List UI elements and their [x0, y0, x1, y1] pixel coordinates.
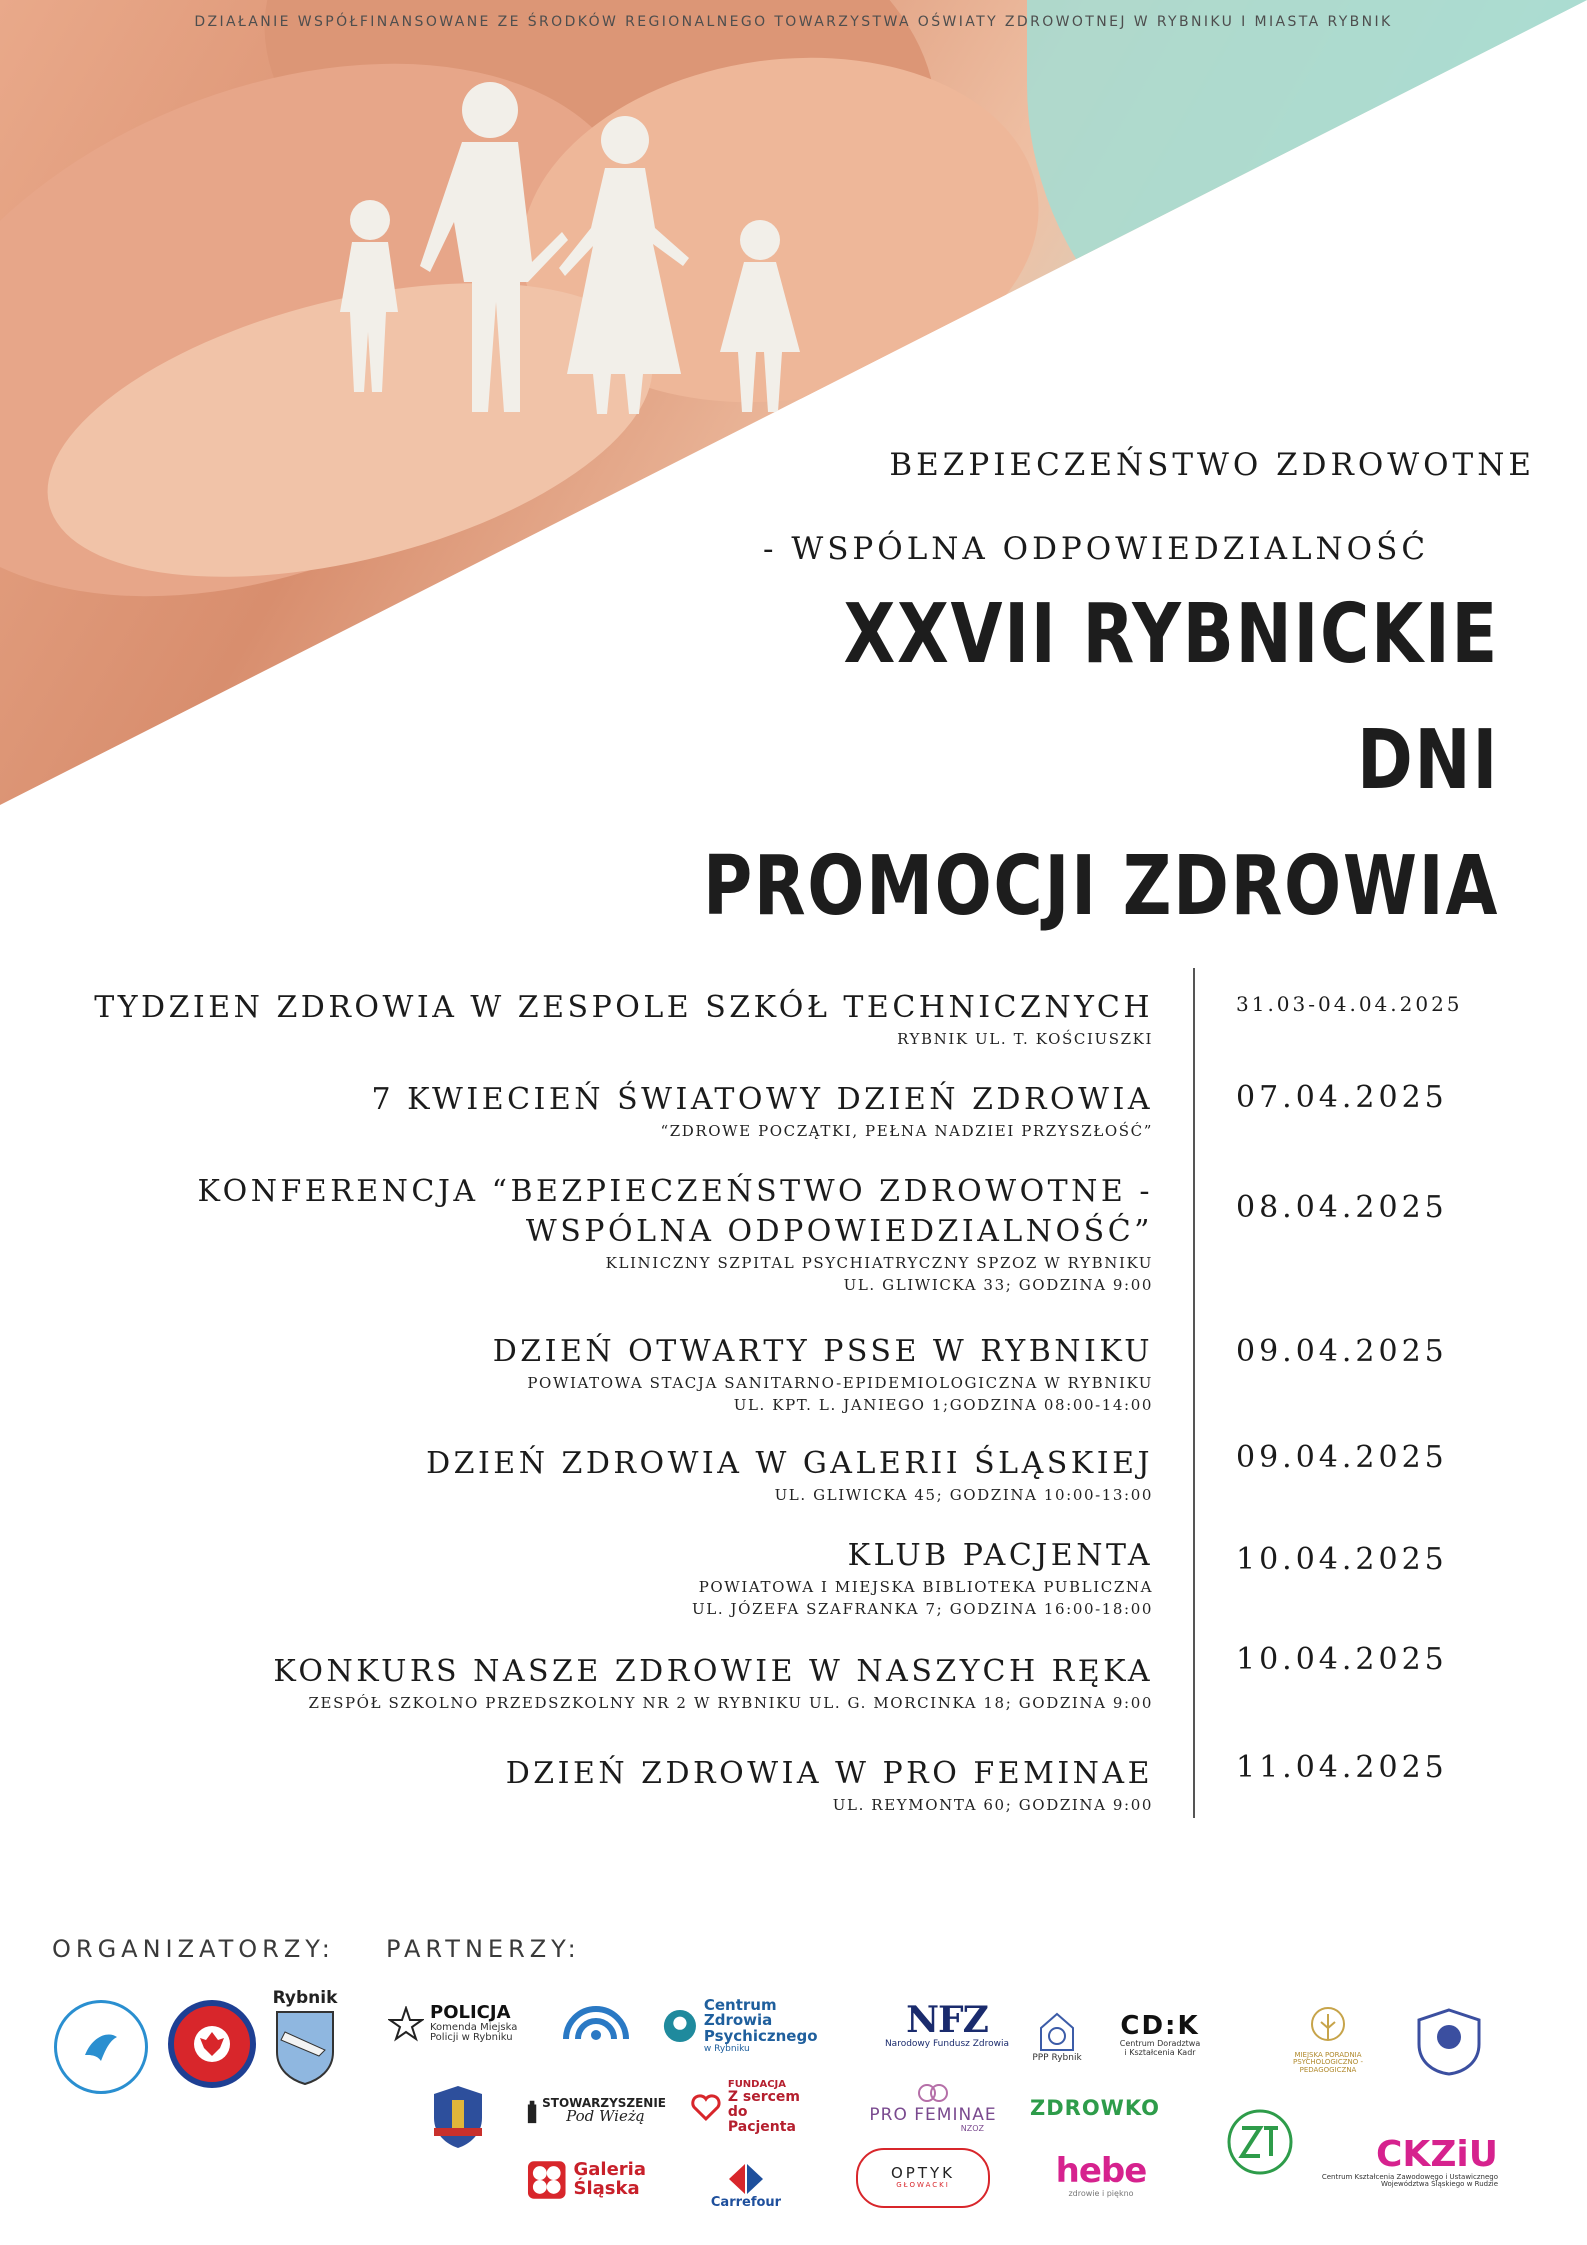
poradnia-text-1: MIEJSKA PORADNIA	[1294, 2050, 1362, 2059]
ppp-text: PPP Rybnik	[1032, 2053, 1082, 2064]
spiral-icon	[1035, 2010, 1079, 2054]
hebe-sub: zdrowie i piękno	[1068, 2188, 1134, 2198]
stowarzyszenie-logo	[526, 2082, 666, 2140]
shield-icon	[1415, 2007, 1483, 2077]
paper-family-figures	[330, 70, 850, 430]
poradnia-text-2: PSYCHOLOGICZNO - PEDAGOGICZNA	[1292, 2058, 1364, 2074]
event-title: KONFERENCJA “BEZPIECZEŃSTWO ZDROWOTNE -	[197, 1174, 1153, 1209]
event-date: 09.04.2025	[1236, 1440, 1448, 1475]
teal-background	[1027, 0, 1587, 420]
fundacja-logo	[690, 2078, 820, 2136]
policja-text: POLICJA	[430, 2002, 511, 2024]
eagle-icon	[192, 2024, 232, 2064]
head-icon	[662, 2007, 698, 2045]
event-date: 31.03-04.04.2025	[1236, 992, 1463, 1016]
heart-icon	[690, 2091, 722, 2123]
event-title: KONKURS NASZE ZDROWIE W NASZYCH RĘKA	[273, 1654, 1153, 1689]
nfz-text: NFZ	[906, 1999, 988, 2042]
policja-sub-1: Komenda Miejska	[430, 2021, 518, 2033]
fire-brigade-logo	[430, 2084, 486, 2150]
page-title	[679, 572, 1499, 950]
rtoz-logo	[54, 2000, 148, 2094]
hebe-logo	[1046, 2146, 1156, 2206]
event-detail: RYBNIK UL. T. KOŚCIUSZKI	[897, 1030, 1153, 1048]
ckzu-sub-1: Centrum Kształcenia Zawodowego i Ustawicznego	[1321, 2172, 1498, 2181]
event-item	[53, 1332, 1153, 1416]
czp-text-3: w Rybniku	[703, 2043, 750, 2054]
rainbow-logo	[560, 1998, 632, 2050]
event-detail: UL. JÓZEFA SZAFRANKA 7; GODZINA 16:00-18:00	[692, 1600, 1153, 1618]
rybnik-coat-of-arms-icon	[273, 2008, 337, 2086]
event-date: 09.04.2025	[1236, 1334, 1448, 1369]
event-detail: KLINICZNY SZPITAL PSYCHIATRYCZNY SPZOZ W RYBNIKU	[605, 1254, 1153, 1272]
event-detail: UL. REYMONTA 60; GODZINA 9:00	[832, 1796, 1153, 1814]
divider-line	[1193, 968, 1195, 1818]
police-star-icon	[388, 2006, 424, 2042]
funding-note: DZIAŁANIE WSPÓŁFINANSOWANE ZE ŚRODKÓW REGIONALNEGO TOWARZYSTWA OŚWIATY ZDROWOTNEJ W RYBNIKU I MIASTA RYBNIK	[194, 14, 1393, 30]
event-date: 07.04.2025	[1236, 1080, 1448, 1115]
nfz-sub: Narodowy Fundusz Zdrowia	[884, 2039, 1010, 2050]
event-detail: “ZDROWE POCZĄTKI, PEŁNA NADZIEI PRZYSZŁOŚĆ”	[660, 1122, 1153, 1140]
fund-text-3: do Pacjenta	[727, 2103, 796, 2135]
poradnia-logo	[1278, 1998, 1378, 2080]
cdik-text: CD:K	[1120, 2010, 1200, 2041]
crest-icon	[430, 2084, 486, 2150]
tower-icon	[526, 2085, 538, 2137]
policja-sub-2: Policji w Rybniku	[430, 2032, 513, 2044]
nfz-logo	[882, 1996, 1012, 2056]
carrefour-text: Carrefour	[710, 2195, 782, 2211]
zst-logo	[1226, 2108, 1294, 2176]
profem-text-2: NZOZ	[960, 2123, 984, 2133]
event-detail: UL. GLIWICKA 33; GODZINA 9:00	[843, 1276, 1153, 1294]
czp-text-1: Centrum Zdrowia	[703, 1995, 777, 2030]
optyk-text-2: GŁOWACKI	[896, 2181, 950, 2190]
cdik-sub-2: i Kształcenia Kadr	[1124, 2047, 1196, 2057]
stow-text-1: STOWARZYSZENIE	[542, 2095, 666, 2110]
event-date: 11.04.2025	[1236, 1750, 1448, 1785]
pro-feminae-logo	[868, 2068, 998, 2144]
event-title: 7 KWIECIEŃ ŚWIATOWY DZIEŃ ZDROWIA	[371, 1082, 1153, 1117]
subtitle-line-2: - WSPÓLNA ODPOWIEDZIALNOŚĆ	[763, 531, 1430, 567]
optyk-text-1: OPTYK	[890, 2164, 955, 2183]
event-item	[53, 1172, 1153, 1296]
tree-icon	[1303, 2004, 1353, 2052]
rybnik-logo	[270, 1983, 340, 2093]
fund-text-2: Z sercem	[727, 2089, 800, 2106]
galeria-slaska-logo	[526, 2154, 646, 2206]
event-detail: POWIATOWA STACJA SANITARNO-EPIDEMIOLOGICZNA W RYBNIKU	[527, 1374, 1153, 1392]
inspekcja-sanitarna-logo	[168, 2000, 256, 2088]
arc-icon	[561, 1999, 631, 2049]
organizers-label: ORGANIZATORZY:	[52, 1935, 335, 1963]
event-item	[53, 1536, 1153, 1620]
event-detail: UL. GLIWICKA 45; GODZINA 10:00-13:00	[774, 1486, 1153, 1504]
galeria-text-2: Śląska	[573, 2178, 640, 2199]
event-title: DZIEŃ ZDROWIA W GALERII ŚLĄSKIEJ	[426, 1446, 1153, 1481]
fund-text-1: FUNDACJA	[727, 2078, 787, 2090]
bird-icon	[79, 2025, 123, 2069]
carrefour-logo	[708, 2156, 784, 2216]
event-title-cont: WSPÓLNA ODPOWIEDZIALNOŚĆ”	[525, 1214, 1153, 1249]
czp-text-2: Psychicznego	[703, 2027, 818, 2046]
title-line-1: XXVII RYBNICKIE DNI	[843, 587, 1499, 808]
stow-text-2: Pod Wieżą	[566, 2107, 645, 2126]
event-item	[53, 1444, 1153, 1506]
profem-text-1: PRO FEMINAE	[869, 2104, 997, 2125]
galeria-mark-icon	[526, 2159, 568, 2201]
zdrowko-text: ZDROWKO	[1029, 2095, 1161, 2120]
ppp-logo	[1026, 2004, 1088, 2070]
event-schedule	[0, 968, 1587, 1818]
event-date: 10.04.2025	[1236, 1542, 1448, 1577]
rybnik-logo-text: Rybnik	[272, 1988, 338, 2009]
zdrowko-logo	[1020, 2086, 1170, 2130]
cdik-sub-1: Centrum Doradztwa	[1119, 2039, 1201, 2049]
galeria-text-1: Galeria	[573, 2159, 646, 2181]
title-line-2: PROMOCJI ZDROWIA	[702, 839, 1499, 934]
school-shield-logo	[1414, 2006, 1484, 2078]
event-item	[53, 1652, 1153, 1714]
event-detail: UL. KPT. L. JANIEGO 1;GODZINA 08:00-14:00	[733, 1396, 1153, 1414]
event-detail: POWIATOWA I MIEJSKA BIBLIOTEKA PUBLICZNA	[698, 1578, 1153, 1596]
hebe-text: hebe	[1055, 2150, 1147, 2191]
event-title: DZIEŃ OTWARTY PSSE W RYBNIKU	[492, 1334, 1153, 1369]
event-title: TYDZIEN ZDROWIA W ZESPOLE SZKÓŁ TECHNICZNYCH	[94, 990, 1153, 1025]
ckzu-logo	[1318, 2126, 1498, 2198]
ckzu-text: CKZiU	[1376, 2133, 1498, 2175]
event-item	[53, 1080, 1153, 1142]
policja-logo	[388, 1994, 538, 2054]
event-title: KLUB PACJENTA	[847, 1538, 1153, 1573]
event-title: DZIEŃ ZDROWIA W PRO FEMINAE	[505, 1756, 1153, 1791]
event-item	[53, 988, 1153, 1050]
event-date: 10.04.2025	[1236, 1642, 1448, 1677]
zst-badge-icon	[1226, 2108, 1294, 2176]
event-item	[53, 1754, 1153, 1816]
event-detail: ZESPÓŁ SZKOLNO PRZEDSZKOLNY NR 2 W RYBNIKU UL. G. MORCINKA 18; GODZINA 9:00	[308, 1694, 1153, 1712]
event-date: 08.04.2025	[1236, 1190, 1448, 1225]
flower-icon	[915, 2079, 951, 2107]
ckzu-sub-2: Województwa Śląskiego w Rudzie	[1380, 2179, 1498, 2188]
optyk-logo	[856, 2148, 990, 2208]
cdik-logo	[1106, 2004, 1214, 2066]
carrefour-mark-icon	[725, 2162, 767, 2196]
subtitle-line-1: BEZPIECZEŃSTWO ZDROWOTNE	[889, 447, 1535, 483]
czp-logo	[662, 1995, 842, 2054]
partners-label: PARTNERZY:	[386, 1935, 581, 1963]
